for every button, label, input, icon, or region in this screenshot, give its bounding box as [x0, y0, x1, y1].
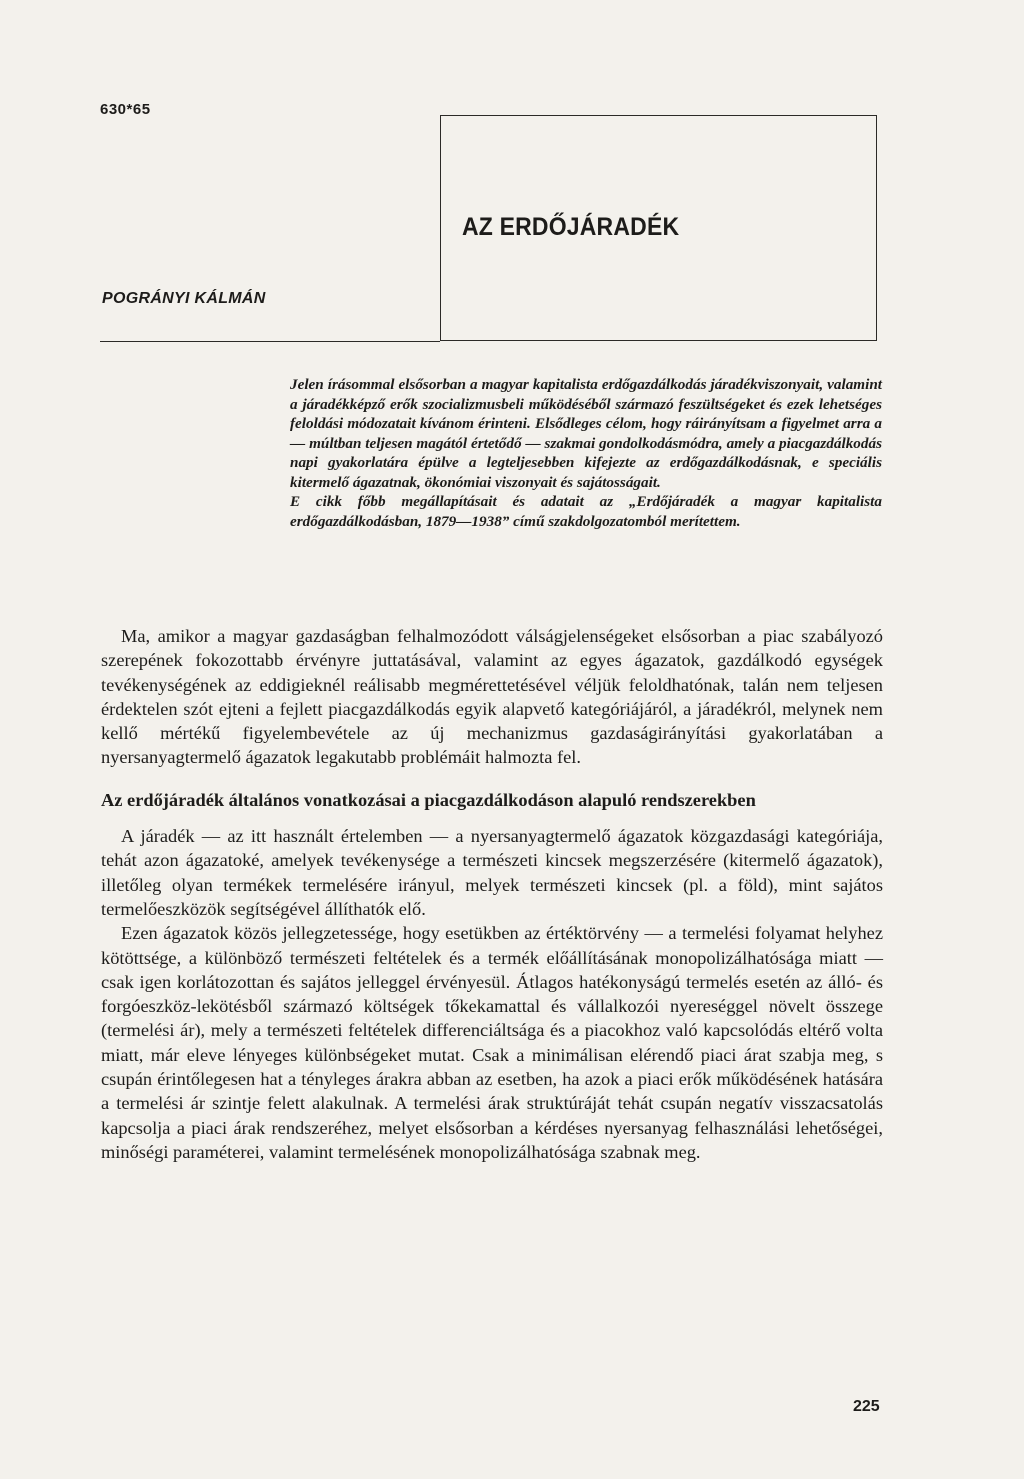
article-body	[101, 624, 883, 1164]
body-paragraph: Ezen ágazatok közös jellegzetessége, hogy esetükben az értéktörvény — a termelési folyamat helyhez kötöttsége, a különböző természeti feltételek és a termék előállításának monopolizálhatósága miatt — csak igen korlátozottan és sajátos jelleggel érvényesül. Átlagos hatékonyságú termelés esetén az álló- és forgóeszköz-lekötésből származó költségek tőkekamattal és vállalkozói nyereséggel növelt összege (termelési ár), mely a természeti feltételek differenciáltsága és a piacokhoz való kapcsolódás eltérő volta miatt, már eleve lényeges különbségeket mutat. Csak a minimálisan elérendő piaci árat szabja meg, s csupán érintőlegesen hat a tényleges árakra abban az esetben, ha azok a piaci erők működésének hatására a termelési ár szintje felett alakulnak. A termelési árak struktúráját tehát csupán negatív visszacsatolás kapcsolja a piaci árak rendszeréhez, melyet elsősorban a kérdéses nyersanyag felhasználási lehetőségei, minőségi paraméterei, valamint termelésének monopolizálhatósága szabnak meg.	[101, 923, 883, 1162]
section-heading: Az erdőjáradék általános vonatkozásai a piacgazdálkodáson alapuló rendszerekben	[101, 789, 756, 810]
header-rule	[100, 341, 440, 342]
article-code: 630*65	[100, 101, 151, 118]
abstract-paragraph: E cikk főbb megállapításait és adatait az „Erdőjáradék a magyar kapitalista erdőgazdálkodásban, 1879—1938” című szakdolgozatomból merítettem.	[290, 493, 882, 530]
abstract-paragraph: Jelen írásommal elsősorban a magyar kapitalista erdőgazdálkodás járadékviszonyait, valamint a járadékképző erők szocializmusbeli működéséből származó feszültségeket és ezek lehetséges feloldási módozatait kívánom érinteni. Elsődleges célom, hogy ráirányítsam a figyelmet arra a — múltban teljesen magától értetődő — szakmai gondolkodásmódra, amely a piacgazdálkodás napi gyakorlatára épülve a legteljesebben kifejezte az erdőgazdálkodásnak, e speciális kitermelő ágazatnak, ökonómiai viszonyait és sajátosságait.	[290, 376, 882, 491]
page-number: 225	[853, 1398, 880, 1415]
article-title: AZ ERDŐJÁRADÉK	[462, 213, 680, 241]
abstract	[290, 375, 882, 531]
author-name: POGRÁNYI KÁLMÁN	[102, 290, 266, 307]
intro-paragraph: Ma, amikor a magyar gazdaságban felhalmozódott válságjelenségeket elsősorban a piac szabályozó szerepének fokozottabb érvényre juttatásával, valamint az egyes ágazatok, gazdálkodó egységek tevékenységének az eddigieknél reálisabb megmérettetésével véljük feloldhatónak, talán nem teljesen érdektelen szót ejteni a fejlett piacgazdálkodás egyik alapvető kategóriájáról, a járadékról, melynek nem kellő mértékű figyelembevétele az új mechanizmus gazdaságirányítási gyakorlatában a nyersanyagtermelő ágazatok legakutabb problémáit halmozta fel.	[101, 626, 883, 768]
body-paragraph: A járadék — az itt használt értelemben — a nyersanyagtermelő ágazatok közgazdasági kategóriája, tehát azon ágazatoké, amelyek tevékenysége a természeti kincsek megszerzésére (kitermelő ágazatok), illetőleg olyan termékek termelésére irányul, melyek természeti kincsek (pl. a föld), mint sajátos termelőeszközök segítségével állíthatók elő.	[101, 826, 883, 919]
